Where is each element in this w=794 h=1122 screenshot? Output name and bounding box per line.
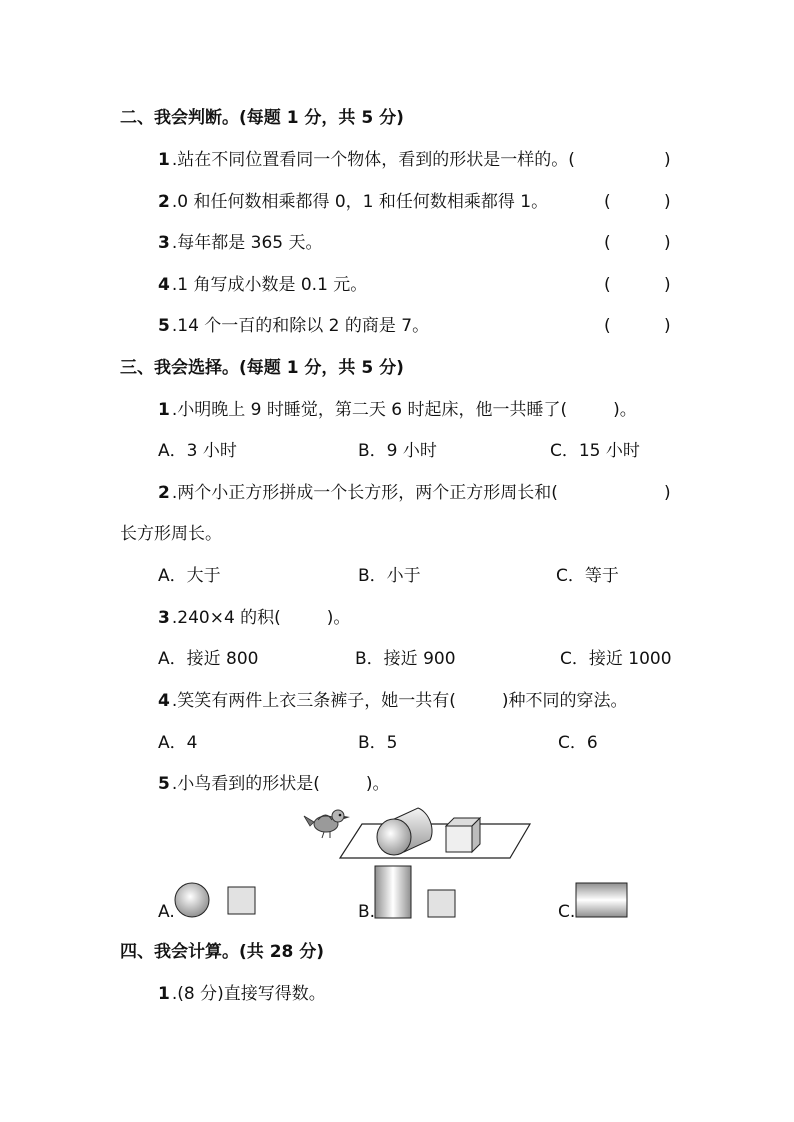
judge-answer-close-1: ) [664, 150, 671, 170]
cube-shape [446, 818, 480, 852]
option-c-rectangle-image [574, 880, 630, 920]
choose-q5-option-b: B. [358, 902, 376, 922]
choose-q2-option-b: B．小于 [358, 566, 421, 586]
judge-answer-open-2: ( [604, 192, 611, 212]
judge-question-4: 4 .1 角写成小数是 0.1 元。 [158, 275, 368, 295]
choose-q3-option-a: A．接近 800 [158, 649, 259, 669]
judge-answer-close-5: ) [664, 316, 671, 336]
choose-q3-option-c: C．接近 1000 [560, 649, 672, 669]
judge-answer-close-4: ) [664, 275, 671, 295]
judge-question-2: 2 .0 和任何数相乘都得 0，1 和任何数相乘都得 1。 [158, 192, 549, 212]
judge-answer-open-4: ( [604, 275, 611, 295]
choose-q1-option-b: B．9 小时 [358, 441, 437, 461]
option-b-rectangle-square-image [372, 864, 462, 920]
choose-q2-option-a: A．大于 [158, 566, 221, 586]
section-calc-title: 四、我会计算。(共 28 分) [120, 942, 325, 962]
judge-answer-close-2: ) [664, 192, 671, 212]
judge-answer-open-5: ( [604, 316, 611, 336]
option-a-circle-square-image [172, 880, 264, 920]
choose-q2-close: ) [664, 483, 671, 503]
choose-q2-option-c: C．等于 [556, 566, 619, 586]
choose-q5-option-a: A. [158, 902, 175, 922]
judge-question-1: 1 .站在不同位置看同一个物体，看到的形状是一样的。( [158, 150, 575, 170]
choose-q1-option-c: C．15 小时 [550, 441, 640, 461]
choose-q4-option-b: B．5 [358, 733, 398, 753]
choose-question-4: 4 .笑笑有两件上衣三条裤子，她一共有( )种不同的穿法。 [158, 691, 628, 711]
section-choose-title: 三、我会选择。(每题 1 分，共 5 分) [120, 358, 404, 378]
bird-view-scene-illustration [300, 800, 540, 864]
section-judge-title: 二、我会判断。(每题 1 分，共 5 分) [120, 108, 404, 128]
table-top-shape [340, 824, 530, 858]
bird-icon [304, 810, 350, 838]
judge-answer-open-3: ( [604, 233, 611, 253]
choose-question-2: 2 .两个小正方形拼成一个长方形，两个正方形周长和( [158, 483, 558, 503]
calc-question-1: 1 .(8 分)直接写得数。 [158, 984, 326, 1004]
choose-q1-option-a: A．3 小时 [158, 441, 237, 461]
judge-answer-close-3: ) [664, 233, 671, 253]
choose-question-2-cont: 长方形周长。 [120, 524, 222, 544]
choose-q5-option-c: C. [558, 902, 576, 922]
choose-question-5: 5 .小鸟看到的形状是( )。 [158, 774, 390, 794]
choose-question-1: 1 .小明晚上 9 时睡觉，第二天 6 时起床，他一共睡了( )。 [158, 400, 637, 420]
choose-question-3: 3 .240×4 的积( )。 [158, 608, 351, 628]
choose-q4-option-a: A．4 [158, 733, 198, 753]
judge-question-3: 3 .每年都是 365 天。 [158, 233, 323, 253]
judge-question-5: 5 .14 个一百的和除以 2 的商是 7。 [158, 316, 430, 336]
choose-q4-option-c: C．6 [558, 733, 598, 753]
choose-q3-option-b: B．接近 900 [355, 649, 456, 669]
